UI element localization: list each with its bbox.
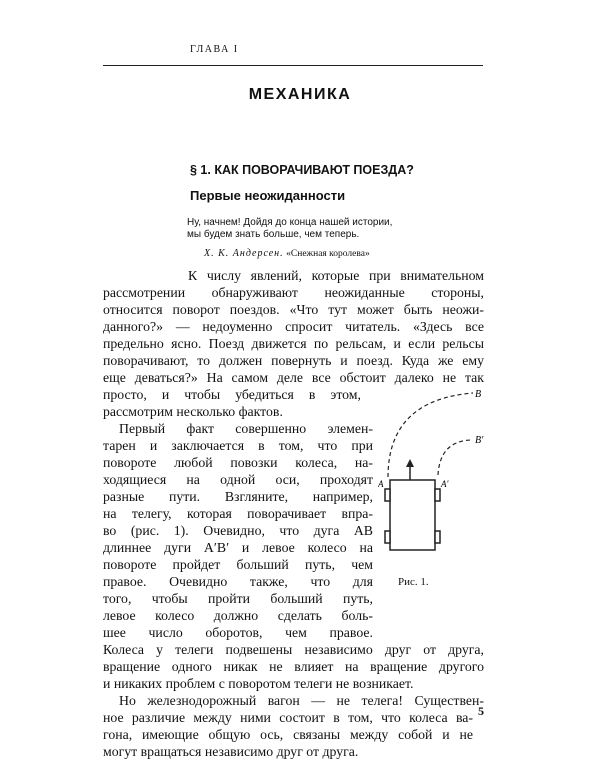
body-line: тарен и заключается в том, что при: [103, 438, 373, 453]
wheel-right-front: [435, 489, 440, 501]
body-line: левое колесо должно сделать боль-: [103, 608, 373, 623]
body-line: повороте любой повозки колеса, на-: [103, 455, 373, 470]
subsection-title: Первые неожиданности: [190, 188, 346, 203]
figure-1: [378, 385, 488, 595]
body-line: разные пути. Взгляните, например,: [103, 489, 373, 504]
label-Bprime: B′: [475, 435, 484, 446]
header-rule: [103, 65, 483, 66]
figure-caption: Рис. 1.: [398, 576, 429, 588]
body-line: данного?» — недоуменно спросит читатель. «Здесь все: [103, 319, 484, 334]
body-line: гона, имеющие общую ось, связаны между собой и не: [103, 727, 473, 742]
wheel-right-rear: [435, 531, 440, 543]
body-line: того, чтобы пройти больший путь,: [103, 591, 373, 606]
body-line: вращение одного никак не влияет на вращение другого: [103, 659, 484, 674]
body-line: на телегу, которая поворачивает впра-: [103, 506, 373, 521]
chapter-title: МЕХАНИКА: [248, 86, 352, 103]
body-line: и никаких проблем с поворотом телеги не возникает.: [103, 676, 414, 691]
cart-turn-diagram: [378, 385, 488, 595]
body-line: могут вращаться независимо друг от друга.: [103, 744, 359, 759]
body-line: рассмотрим несколько фактов.: [103, 404, 283, 419]
body-line: еще деваться?» На самом деле все обстоит далеко не так: [103, 370, 484, 385]
epigraph-author: Х. К. Андерсен.: [204, 248, 284, 259]
body-line: просто, и чтобы убедиться в этом,: [103, 387, 361, 402]
body-line: предельно ясно. Поезд движется по рельсам, и если рельсы: [103, 336, 484, 351]
body-line: поворачивают, то должен повернуть и поезд. Куда же ему: [103, 353, 484, 368]
cart-body: [390, 480, 435, 550]
body-line: шее число оборотов, чем правое.: [103, 625, 373, 640]
label-A: A: [378, 479, 384, 489]
body-line: правое. Очевидно также, что для: [103, 574, 373, 589]
label-Aprime: A′: [441, 479, 449, 489]
body-line: Но железнодорожный вагон — не телега! Существен-: [119, 693, 484, 708]
epigraph-line: Ну, начнем! Дойдя до конца нашей истории,: [187, 217, 393, 228]
arc-AB: [388, 393, 473, 477]
running-head: ГЛАВА I: [190, 44, 239, 55]
body-line: повороте пройдет больший путь, чем: [103, 557, 373, 572]
body-line: длиннее дуги A′B′ и левое колесо на: [103, 540, 373, 555]
arc-AprimeBprime: [438, 440, 473, 475]
body-line: рассмотрении обнаруживают неожиданные стороны,: [103, 285, 484, 300]
wheel-left-front: [385, 489, 390, 501]
epigraph-line: мы будем знать больше, чем теперь.: [187, 229, 360, 240]
body-line: во (рис. 1). Очевидно, что дуга AB: [103, 523, 373, 538]
body-line: Первый факт совершенно элемен-: [119, 421, 373, 436]
wheel-left-rear: [385, 531, 390, 543]
body-line: ходящиеся на одной оси, проходят: [103, 472, 373, 487]
body-line: К числу явлений, которые при внимательном: [188, 268, 484, 283]
section-title: § 1. КАК ПОВОРАЧИВАЮТ ПОЕЗДА?: [190, 163, 414, 177]
epigraph-source: [204, 248, 370, 259]
arrow-head: [406, 459, 414, 467]
epigraph-work: «Снежная королева»: [286, 249, 370, 259]
page-number: 5: [478, 704, 484, 718]
label-B: B: [475, 389, 482, 400]
body-line: ное различие между ними состоит в том, что колеса ва-: [103, 710, 473, 725]
epigraph: [187, 217, 407, 241]
body-line: относится поворот поездов. «Что тут может быть неожи-: [103, 302, 484, 317]
body-line: Колеса у телеги подвешены независимо друг от друга,: [103, 642, 484, 657]
